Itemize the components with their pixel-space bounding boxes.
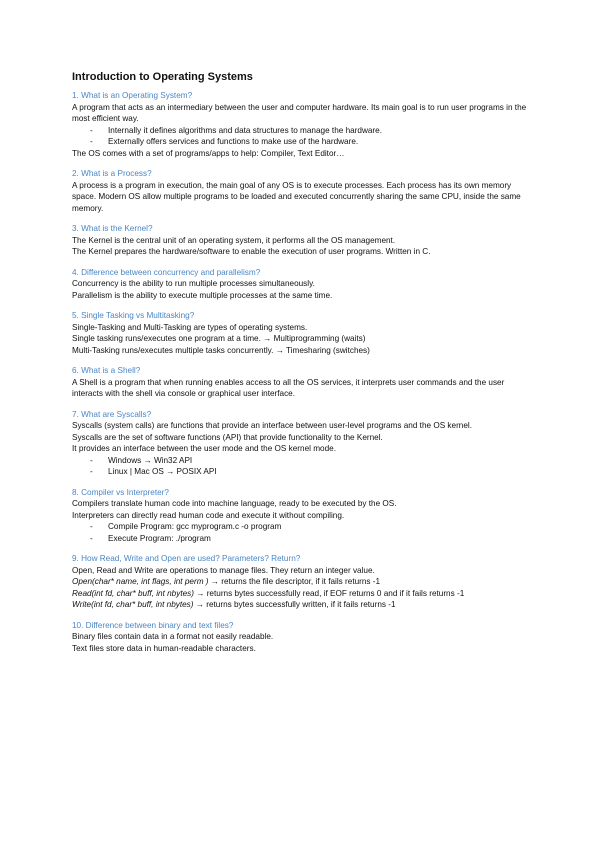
paragraph: Syscalls are the set of software functions (API) that provide functionality to the Kernel. [72,432,383,442]
paragraph: It provides an interface between the user mode and the OS kernel mode. [72,444,336,453]
section-9-question: 9. How Read, Write and Open are used? Parameters? Return? [72,554,301,563]
document-title: Introduction to Operating Systems [72,71,253,83]
paragraph: The Kernel prepares the hardware/software to enable the execution of user programs. Written in C. [72,247,431,256]
signature-description: → returns the file descriptor, if it fails returns -1 [208,577,381,586]
paragraph: The Kernel is the central unit of an operating system, it performs all the OS management. [72,235,396,245]
signature-description: → returns bytes successfully written, if it fails returns -1 [193,600,396,609]
open-signature: Open(char* name, int flags, int perm ) [72,577,209,586]
list-item: - Execute Program: ./program [90,533,211,543]
section-3 [72,223,532,258]
list-item: - Windows → Win32 API [90,455,193,465]
section-4 [72,267,532,302]
section-7 [72,409,532,478]
read-signature: Read(int fd, char* buff, int nbytes) [72,588,194,598]
paragraph: The OS comes with a set of programs/apps to help: Compiler, Text Editor… [72,148,345,158]
section-1 [72,90,532,159]
signature-line [72,576,532,588]
section-1-question: 1. What is an Operating System? [72,91,193,100]
paragraph: Compilers translate human code into machine language, ready to be executed by the OS. [72,499,397,508]
list-item: - Externally offers services and functions to make use of the hardware. [90,137,359,146]
paragraph: Text files store data in human-readable characters. [72,643,256,653]
document-page [72,70,532,663]
section-2 [72,168,532,214]
section-8 [72,487,532,545]
paragraph: Interpreters can directly read human code and execute it without compiling. [72,510,345,520]
section-4-question: 4. Difference between concurrency and parallelism? [72,267,261,277]
section-8-question: 8. Compiler vs Interpreter? [72,487,169,497]
paragraph: Parallelism is the ability to execute multiple processes at the same time. [72,290,333,300]
signature-description: → returns bytes successfully read, if EOF returns 0 and if it fails returns -1 [193,588,465,598]
section-5 [72,310,532,356]
list-item: - Internally it defines algorithms and data structures to manage the hardware. [90,125,382,135]
paragraph: A Shell is a program that when running enables access to all the OS services, it interprets user commands and the user interacts with the shell via console or graphical user interface. [72,377,505,398]
section-6 [72,365,532,400]
write-signature: Write(int fd, char* buff, int nbytes) [72,600,194,609]
paragraph: A program that acts as an intermediary between the user and computer hardware. Its main goal is to run user programs in the most efficient way. [72,102,527,123]
paragraph: A process is a program in execution, the main goal of any OS is to execute processes. Each process has its own memory space. Modern OS allow multiple programs to be loaded and executed concurrently sharing the same CPU, inside the same memory. [72,180,521,213]
signature-line [72,588,532,600]
section-10-question: 10. Difference between binary and text files? [72,620,234,630]
section-3-question: 3. What is the Kernel? [72,224,153,233]
section-2-question: 2. What is a Process? [72,169,152,178]
section-6-question: 6. What is a Shell? [72,366,141,375]
paragraph: Concurrency is the ability to run multiple processes simultaneously. [72,279,315,288]
section-9 [72,553,532,611]
section-7-question: 7. What are Syscalls? [72,409,152,419]
list-item: - Compile Program: gcc myprogram.c -o program [90,522,282,531]
paragraph: Single tasking runs/executes one program at a time. → Multiprogramming (waits) [72,334,366,343]
signature-line [72,599,532,611]
paragraph: Open, Read and Write are operations to manage files. They return an integer value. [72,565,375,575]
section-5-question: 5. Single Tasking vs Multitasking? [72,311,195,320]
paragraph: Syscalls (system calls) are functions that provide an interface between user-level programs and the OS kernel. [72,421,473,430]
paragraph: Single-Tasking and Multi-Tasking are types of operating systems. [72,322,308,332]
paragraph: Binary files contain data in a format not easily readable. [72,632,274,641]
list-item: - Linux | Mac OS → POSIX API [90,467,217,476]
section-10 [72,620,532,655]
paragraph: Multi-Tasking runs/executes multiple tasks concurrently. → Timesharing (switches) [72,345,370,355]
